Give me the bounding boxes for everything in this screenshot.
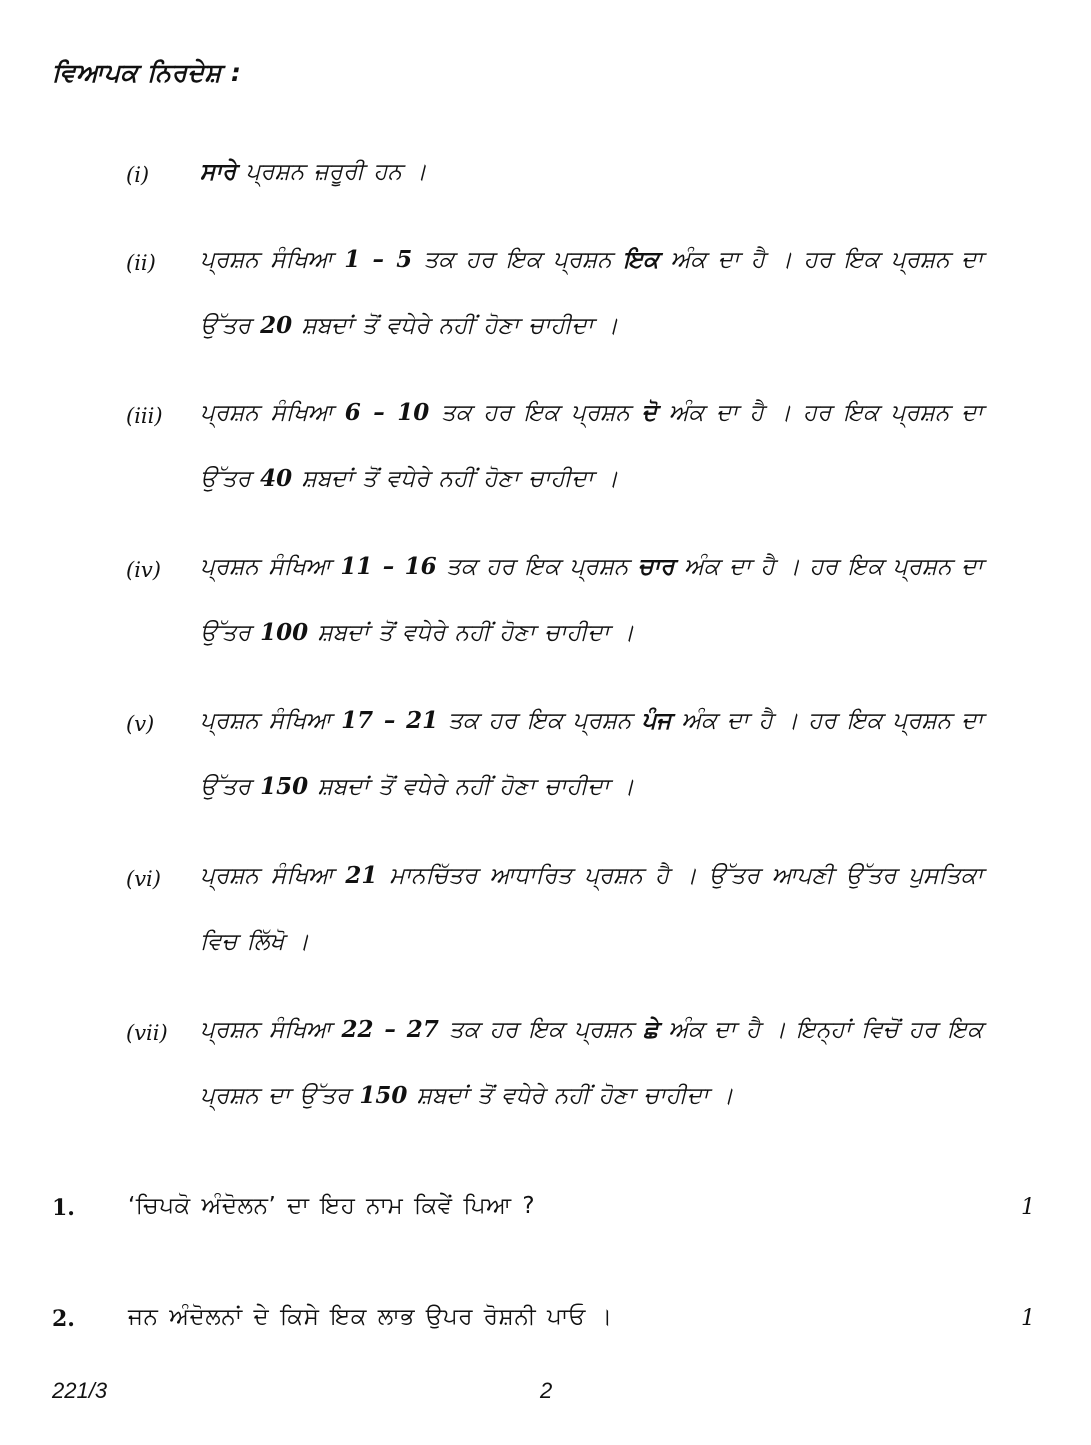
instruction-number: (v) [126,712,155,736]
paper-code: 221/3 [52,1378,108,1403]
instruction-text [200,139,983,205]
instruction-number: (vii) [126,1021,168,1045]
instruction-number: (iii) [126,404,163,428]
instruction-emphasis: 100 [260,619,309,646]
instruction-number: (ii) [126,251,156,275]
instruction-segment: ਪ੍ਰਸ਼ਨ ਸੰਖਿਆ [200,1017,342,1043]
question-number: 2. [52,1306,75,1332]
instruction-segment: ਅੰਕ ਦਾ ਹੈ । ਹਰ ਇਕ ਪ੍ਰਸ਼ਨ ਦਾ ਉੱਤਰ [200,708,983,800]
page-number: 2 [540,1378,553,1403]
instruction-text [200,227,983,359]
question-text: ‘ਚਿਪਕੋ ਅੰਦੋਲਨ’ ਦਾ ਇਹ ਨਾਮ ਕਿਵੇਂ ਪਿਆ ? [128,1193,536,1219]
instruction-segment: ਪ੍ਰਸ਼ਨ ਜ਼ਰੂਰੀ ਹਨ । [236,159,427,185]
instruction-number: (i) [126,163,150,187]
instruction-emphasis: 20 [260,312,293,339]
instruction-segment: ਸ਼ਬਦਾਂ ਤੋਂ ਵਧੇਰੇ ਨਹੀਂ ਹੋਣਾ ਚਾਹੀਦਾ । [292,466,619,492]
instruction-text [200,534,983,666]
instruction-emphasis: 6 – 10 [344,399,430,426]
instruction-segment: ਸ਼ਬਦਾਂ ਤੋਂ ਵਧੇਰੇ ਨਹੀਂ ਹੋਣਾ ਚਾਹੀਦਾ । [407,1083,734,1109]
instruction-emphasis: 40 [260,465,293,492]
instruction-segment: ਤਕ ਹਰ ਇਕ ਪ੍ਰਸ਼ਨ [429,400,642,426]
instruction-segment: ਸ਼ਬਦਾਂ ਤੋਂ ਵਧੇਰੇ ਨਹੀਂ ਹੋਣਾ ਚਾਹੀਦਾ । [292,313,619,339]
instruction-segment: ਸ਼ਬਦਾਂ ਤੋਂ ਵਧੇਰੇ ਨਹੀਂ ਹੋਣਾ ਚਾਹੀਦਾ । [308,774,635,800]
instruction-segment: ਪ੍ਰਸ਼ਨ ਸੰਖਿਆ [200,708,342,734]
instructions-heading: ਵਿਆਪਕ ਨਿਰਦੇਸ਼ : [52,58,242,87]
question-text: ਜਨ ਅੰਦੋਲਨਾਂ ਦੇ ਕਿਸੇ ਇਕ ਲਾਭ ਉਪਰ ਰੋਸ਼ਨੀ ਪਾਓ । [128,1304,613,1330]
instruction-segment: ਅੰਕ ਦਾ ਹੈ । ਇਨ੍ਹਾਂ ਵਿਚੋਂ ਹਰ ਇਕ ਪ੍ਰਸ਼ਨ ਦਾ ਉੱਤਰ [200,1017,983,1109]
instruction-emphasis: 11 – 16 [340,553,437,580]
instruction-emphasis: 22 – 27 [341,1016,439,1043]
question-marks: 1 [1021,1306,1035,1331]
instruction-text [200,843,983,975]
instruction-emphasis: ਛੇ [643,1017,659,1043]
instruction-emphasis: 21 [345,862,378,889]
instruction-segment: ਤਕ ਹਰ ਇਕ ਪ੍ਰਸ਼ਨ [436,554,639,580]
instruction-emphasis: 150 [359,1082,408,1109]
instruction-segment: ਪ੍ਰਸ਼ਨ ਸੰਖਿਆ [200,863,346,889]
instruction-segment: ਅੰਕ ਦਾ ਹੈ । ਹਰ ਇਕ ਪ੍ਰਸ਼ਨ ਦਾ ਉੱਤਰ [200,247,983,339]
instruction-emphasis: ਚਾਰ [638,554,675,580]
instruction-emphasis: 1 – 5 [344,246,413,273]
instruction-segment: ਪ੍ਰਸ਼ਨ ਸੰਖਿਆ [200,554,341,580]
instruction-segment: ਅੰਕ ਦਾ ਹੈ । ਹਰ ਇਕ ਪ੍ਰਸ਼ਨ ਦਾ ਉੱਤਰ [200,554,984,646]
instruction-emphasis: 17 – 21 [341,707,439,734]
instruction-text [200,380,983,512]
instruction-segment: ਅੰਕ ਦਾ ਹੈ । ਹਰ ਇਕ ਪ੍ਰਸ਼ਨ ਦਾ ਉੱਤਰ [200,400,984,492]
instruction-segment: ਪ੍ਰਸ਼ਨ ਸੰਖਿਆ [200,247,345,273]
instruction-text [200,997,983,1129]
instruction-segment: ਪ੍ਰਸ਼ਨ ਸੰਖਿਆ [200,400,345,426]
question-marks: 1 [1021,1195,1035,1220]
instruction-emphasis: ਪੰਜ [641,708,672,734]
instruction-text [200,688,983,820]
instruction-emphasis: ਸਾਰੇ [200,159,237,185]
instruction-emphasis: 150 [260,773,309,800]
instruction-segment: ਤਕ ਹਰ ਇਕ ਪ੍ਰਸ਼ਨ [438,1017,644,1043]
instruction-segment: ਮਾਨਚਿੱਤਰ ਆਧਾਰਿਤ ਪ੍ਰਸ਼ਨ ਹੈ । ਉੱਤਰ ਆਪਣੀ ਉੱਤਰ ਪੁਸਤਿਕਾ ਵਿਚ ਲਿੱਖੋ । [200,863,984,955]
instruction-segment: ਸ਼ਬਦਾਂ ਤੋਂ ਵਧੇਰੇ ਨਹੀਂ ਹੋਣਾ ਚਾਹੀਦਾ । [308,620,635,646]
instruction-number: (iv) [126,558,161,582]
instruction-number: (vi) [126,867,161,891]
instruction-segment: ਤਕ ਹਰ ਇਕ ਪ੍ਰਸ਼ਨ [438,708,642,734]
instruction-emphasis: ਦੋ [641,400,657,426]
question-number: 1. [52,1195,75,1221]
instruction-emphasis: ਇਕ [623,247,659,273]
instruction-segment: ਤਕ ਹਰ ਇਕ ਪ੍ਰਸ਼ਨ [412,247,624,273]
